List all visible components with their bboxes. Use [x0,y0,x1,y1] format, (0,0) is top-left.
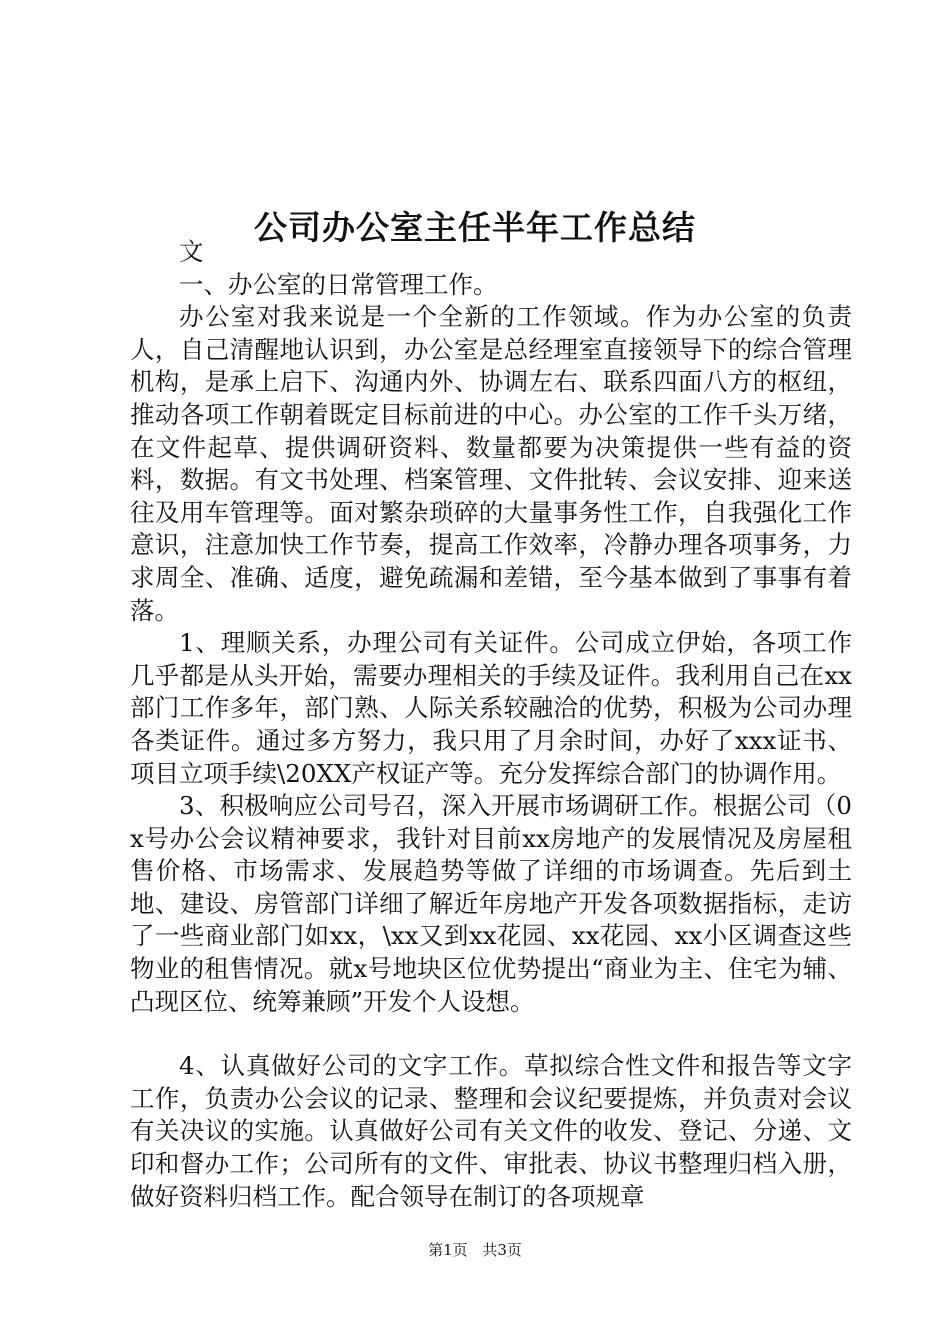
document-body [130,236,852,1213]
paragraph-heading-label: 文 [179,237,204,266]
page-footer [0,1240,950,1260]
paragraph-intro: 办公室对我来说是一个全新的工作领域。作为办公室的负责人，自己清醒地认识到，办公室是总经理室直接领导下的综合管理机构，是承上启下、沟通内外、协调左右、联系四面八方的枢纽，推动各项工作朝着既定目标前进的中心。办公室的工作千头万绪，在文件起草、提供调研资料、数量都要为决策提供一些有益的资料，数据。有文书处理、档案管理、文件批转、会议安排、迎来送往及用车管理等。面对繁杂琐碎的大量事务性工作，自我强化工作意识，注意加快工作节奏，提高工作效率，冷静办理各项事务，力求周全、准确、适度，避免疏漏和差错，至今基本做到了事事有着落。 [130,302,852,625]
paragraph-item-1: 1、理顺关系，办理公司有关证件。公司成立伊始，各项工作几乎都是从头开始，需要办理相关的手续及证件。我利用自己在xx部门工作多年，部门熟、人际关系较融洽的优势，积极为公司办理各类证件。通过多方努力，我只用了月余时间，办好了xxx证书、项目立项手续\20XX产权证产等。充分发挥综合部门的协调作用。 [130,628,852,788]
paragraph-item-4: 4、认真做好公司的文字工作。草拟综合性文件和报告等文字工作，负责办公会议的记录、整理和会议纪要提炼，并负责对会议有关决议的实施。认真做好公司有关文件的收发、登记、分递、文印和督办工作；公司所有的文件、审批表、协议书整理归档入册，做好资料归档工作。配合领导在制订的各项规章 [130,1051,852,1211]
section-heading: 一、办公室的日常管理工作。 [179,269,498,299]
paragraph-item-3: 3、积极响应公司号召，深入开展市场调研工作。根据公司（0x号办公会议精神要求，我针对目前xx房地产的发展情况及房屋租售价格、市场需求、发展趋势等做了详细的市场调查。先后到土地、建设、房管部门详细了解近年房地产开发各项数据指标，走访了一些商业部门如xx，\xx又到xx花园、xx花园、xx小区调查这些物业的租售情况。就x号地块区位优势提出“商业为主、住宅为辅、凸现区位、统筹兼顾”开发个人设想。 [130,791,852,1016]
page-number: 第1页 [428,1241,468,1259]
document-title: 公司办公室主任半年工作总结 [254,208,696,248]
page-total: 共3页 [482,1241,522,1259]
